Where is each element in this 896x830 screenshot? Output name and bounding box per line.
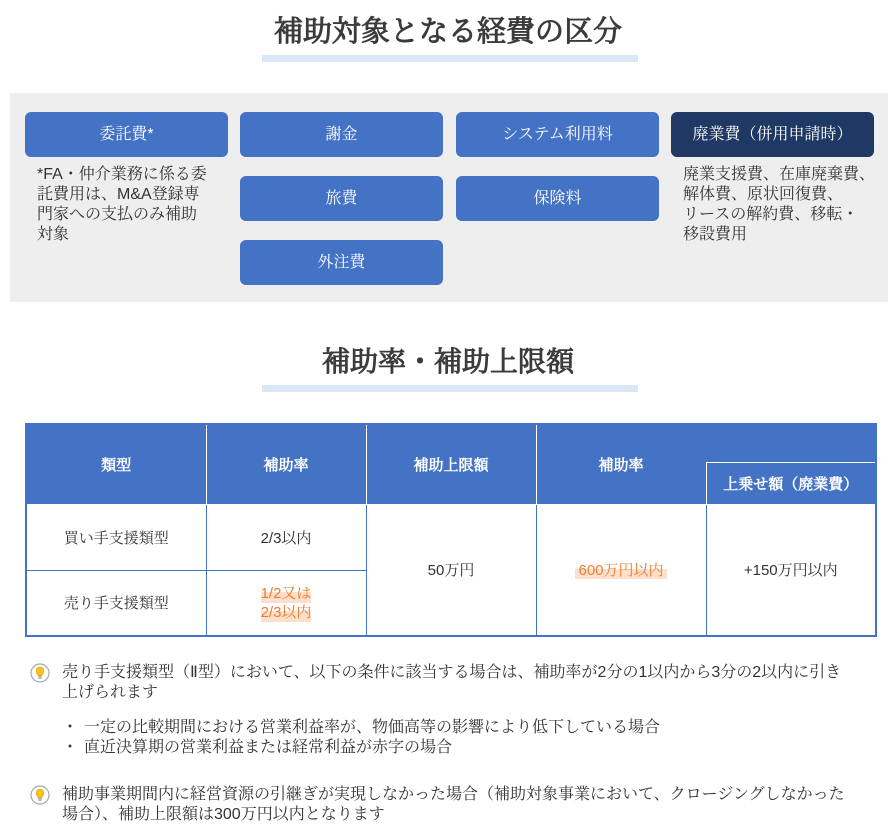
category-tile-hoken: 保険料 xyxy=(456,176,659,221)
row-rate-buyer: 2/3以内 xyxy=(206,504,366,570)
list-item xyxy=(62,738,660,758)
condition-text: 一定の比較期間における営業利益率が、物価高等の影響により低下している場合 xyxy=(84,719,661,736)
seller-rate-note xyxy=(62,663,841,703)
category-tile-haigyo: 廃業費（併用申請時） xyxy=(671,112,874,157)
bullet-marker: ・ xyxy=(62,739,79,756)
note-line: 場合）、補助上限額は300万円以内となります xyxy=(62,806,385,823)
bullet-marker: ・ xyxy=(62,719,79,736)
itaku-footnote-line: 託費用は、M&A登録専 xyxy=(37,186,200,203)
cap-reduction-note xyxy=(62,785,845,825)
itaku-footnote xyxy=(37,165,207,245)
note-line: 補助事業期間内に経営資源の引継ぎが実現しなかった場合（補助対象事業において、クロージングしなかった xyxy=(62,786,845,803)
category-tile-ryohi: 旅費 xyxy=(240,176,443,221)
row-rate-seller xyxy=(206,570,366,636)
table-row xyxy=(26,504,876,570)
seller-rate-line-highlighted: 2/3以内 xyxy=(260,603,312,621)
title-underline-bar xyxy=(262,55,638,62)
header-blank-cell xyxy=(706,424,876,462)
row-type-buyer: 買い手支援類型 xyxy=(26,504,206,570)
title-underline-bar xyxy=(262,385,638,392)
header-addon: 上乗せ額（廃業費） xyxy=(706,462,876,504)
row-type-seller: 売り手支援類型 xyxy=(26,570,206,636)
note-line: 上げられます xyxy=(62,684,159,701)
category-tile-itaku: 委託費* xyxy=(25,112,228,157)
category-tile-gaichu: 外注費 xyxy=(240,240,443,285)
rate-2-value-highlighted: 600万円以内 xyxy=(575,562,666,579)
condition-text: 直近決算期の営業利益または経常利益が赤字の場合 xyxy=(84,739,453,756)
haigyo-description xyxy=(683,165,875,245)
header-type: 類型 xyxy=(26,424,206,504)
cap-value: 50万円 xyxy=(366,504,536,636)
header-rate-2: 補助率 xyxy=(536,424,706,504)
expense-categories-title: 補助対象となる経費の区分 xyxy=(273,16,622,48)
list-item xyxy=(62,718,660,738)
note-line: 売り手支援類型（Ⅱ型）において、以下の条件に該当する場合は、補助率が2分の1以内から3分の2以内に引き xyxy=(62,664,842,681)
itaku-footnote-line: 対象 xyxy=(37,226,70,243)
condition-list xyxy=(62,718,660,758)
haigyo-description-line: 解体費、原状回復費、 xyxy=(683,186,844,203)
category-tile-system: システム利用料 xyxy=(456,112,659,157)
haigyo-description-line: リースの解約費、移転・ xyxy=(683,206,859,223)
seller-rate-line-highlighted: 1/2又は xyxy=(260,584,312,602)
subsidy-rate-table xyxy=(25,423,877,637)
category-tile-shakin: 謝金 xyxy=(240,112,443,157)
header-rate: 補助率 xyxy=(206,424,366,504)
header-cap: 補助上限額 xyxy=(366,424,536,504)
itaku-footnote-line: *FA・仲介業務に係る委 xyxy=(37,166,207,183)
lightbulb-icon xyxy=(30,785,50,805)
subsidy-rates-title: 補助率・補助上限額 xyxy=(321,346,574,377)
haigyo-description-line: 移設費用 xyxy=(683,226,748,243)
rate-2-cell xyxy=(536,504,706,636)
haigyo-description-line: 廃業支援費、在庫廃棄費、 xyxy=(683,166,876,183)
addon-value: +150万円以内 xyxy=(706,504,876,636)
itaku-footnote-line: 門家への支払のみ補助 xyxy=(37,206,198,223)
lightbulb-icon xyxy=(30,663,50,683)
